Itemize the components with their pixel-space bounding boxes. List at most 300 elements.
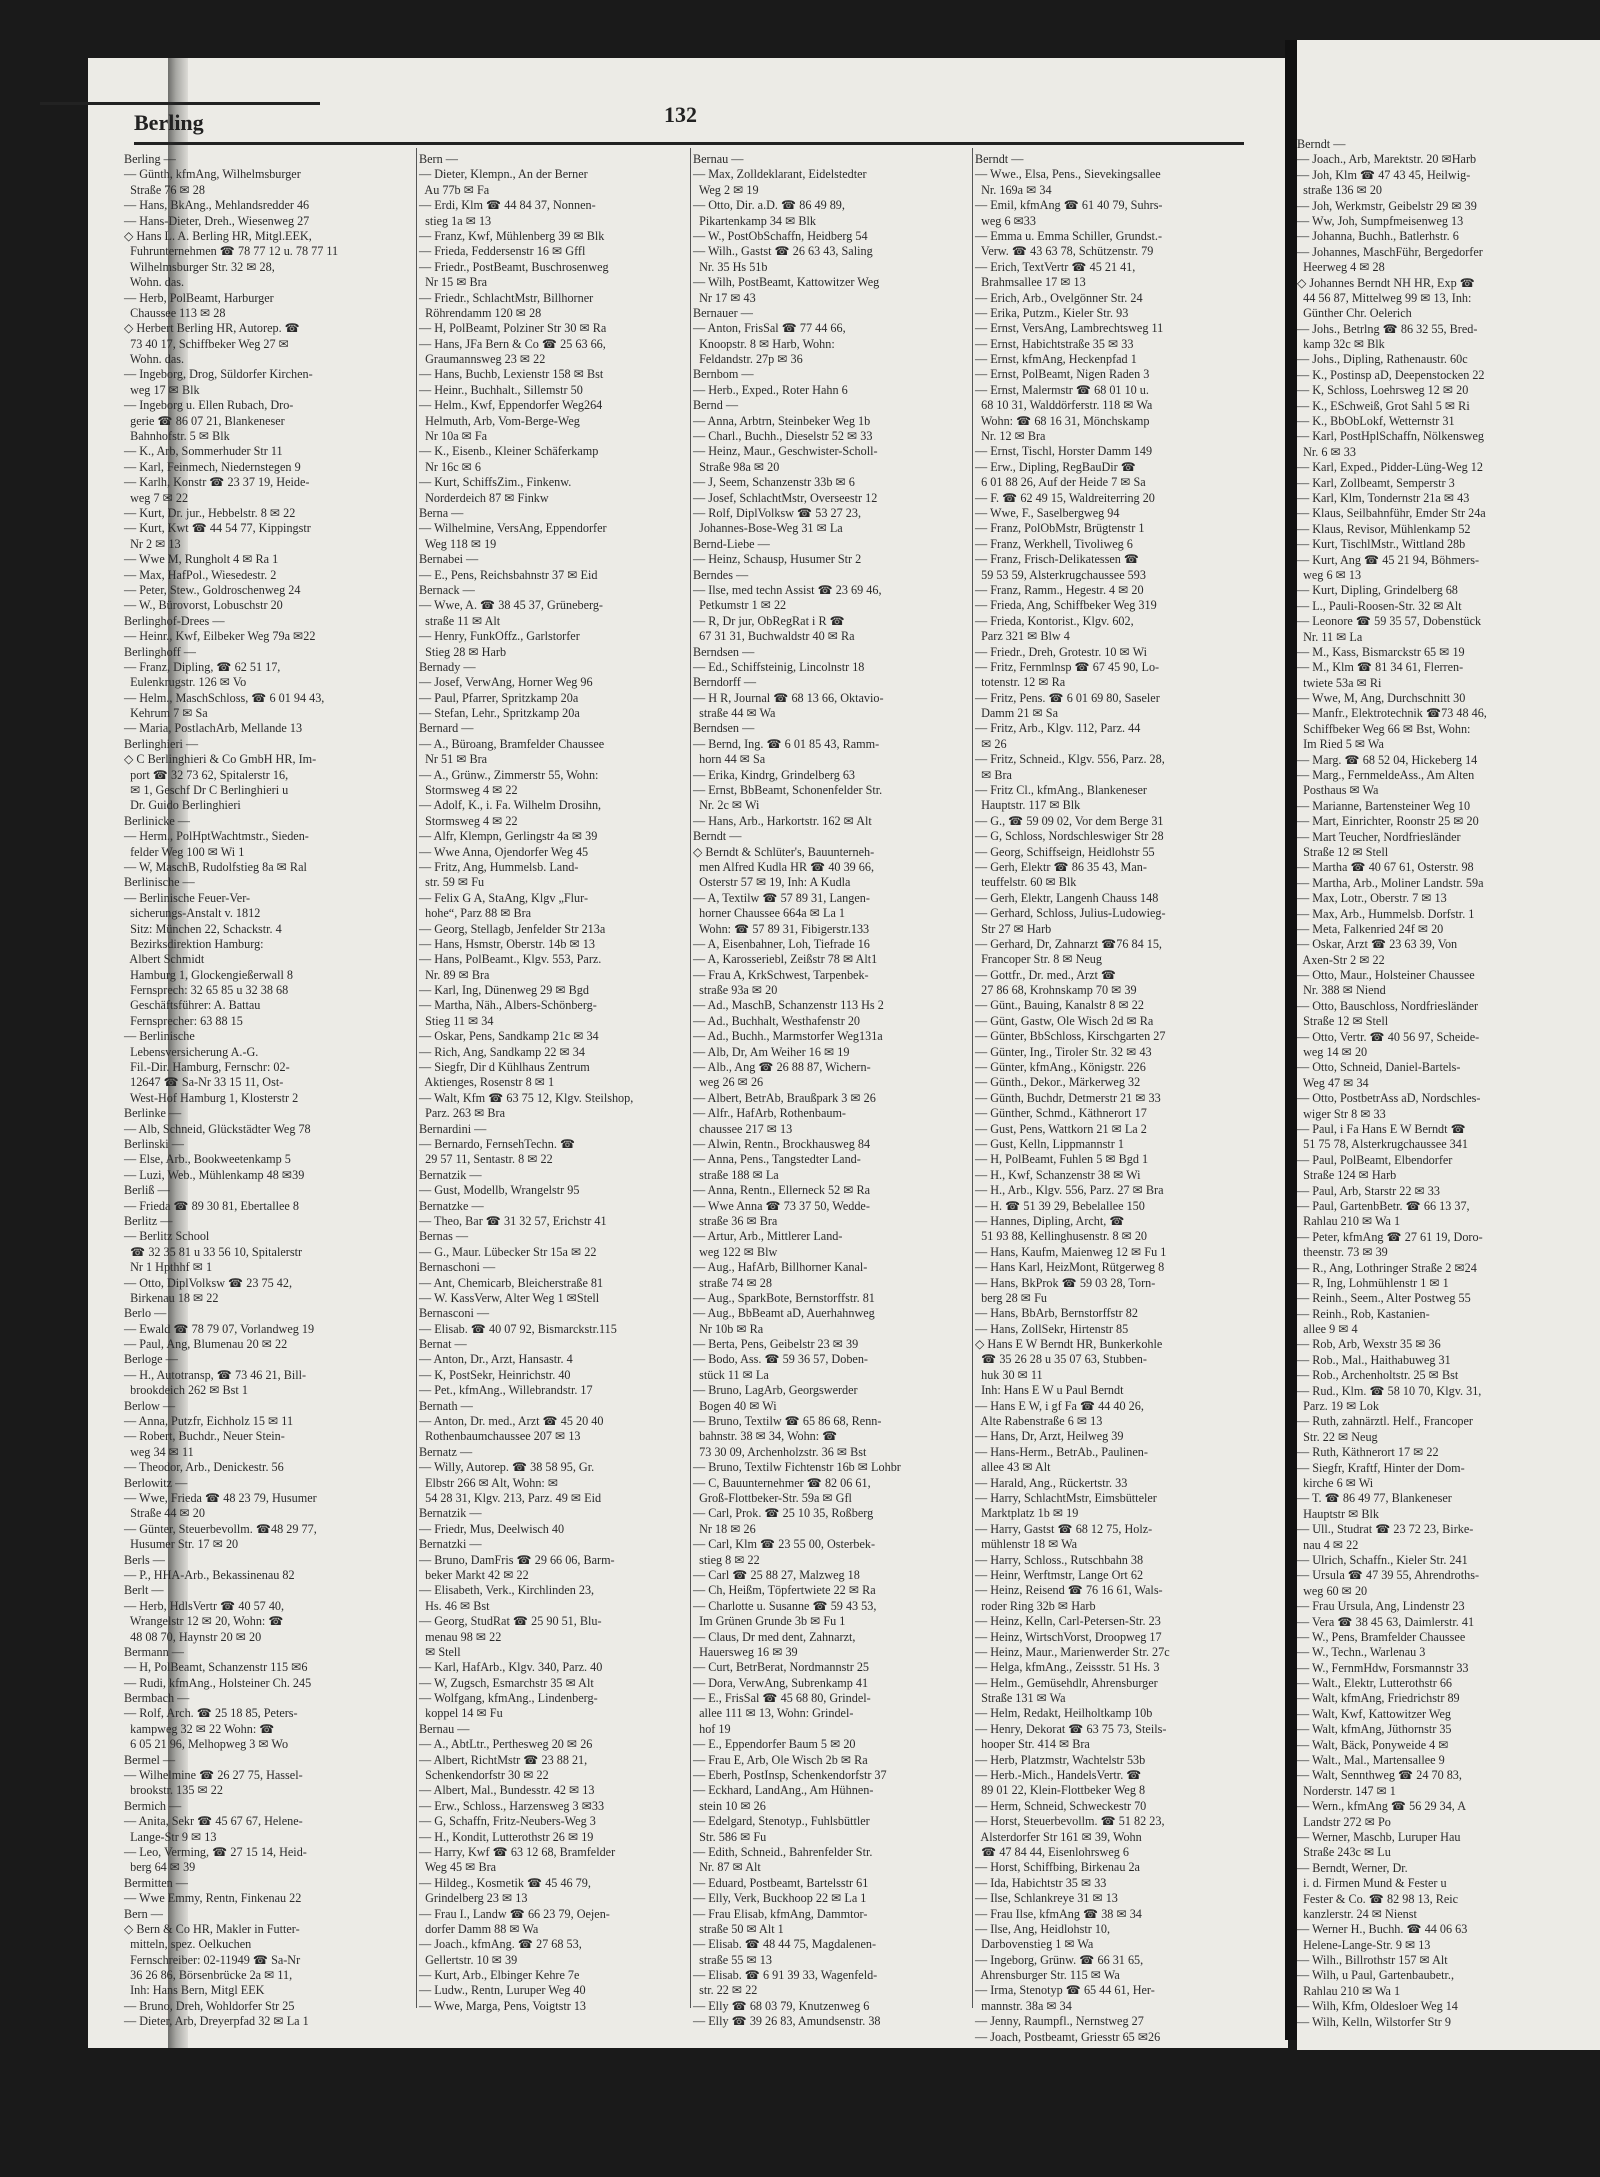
directory-entry-line: — Alb., Ang ☎ 26 88 87, Wichern-	[693, 1060, 871, 1075]
directory-entry-line: — Kurt, Arb., Elbinger Kehre 7e	[419, 1968, 580, 1983]
directory-entry-line: Axen-Str 2 ✉ 22	[1297, 952, 1385, 967]
directory-entry-line: — Hans Karl, HeizMont, Rütgerweg 8	[975, 1260, 1165, 1275]
directory-entry-line: Au 77b ✉ Fa	[419, 182, 490, 197]
directory-entry-line: — Anna, Arbtrn, Steinbeker Weg 1b	[693, 413, 871, 428]
directory-entry-line: — Johs., Dipling, Rathenaustr. 60c	[1297, 352, 1468, 367]
directory-entry-line: Rahlau 210 ✉ Wa 1	[1297, 1214, 1401, 1229]
directory-entry-line: — Herm., PolHptWachtmstr., Sieden-	[124, 829, 309, 844]
directory-entry-line: ✉ Bra	[975, 767, 1012, 782]
directory-entry-line: stieg 8 ✉ 22	[693, 1552, 760, 1567]
directory-entry-line: — Fritz, Ang, Hummelsb. Land-	[419, 859, 579, 874]
directory-entry-line: Norderstr. 147 ✉ 1	[1297, 1783, 1396, 1798]
directory-entry-line: — Werner, Maschb, Luruper Hau	[1297, 1829, 1461, 1844]
directory-entry-line: — Ernst, Tischl, Horster Damm 149	[975, 444, 1153, 459]
directory-entry-line: — Ilse, Schlankreye 31 ✉ 13	[975, 1891, 1118, 1906]
directory-entry-line: weg 14 ✉ 20	[1297, 1045, 1368, 1060]
directory-entry-line: Elbstr 266 ✉ Alt, Wohn: ✉	[419, 1475, 559, 1490]
directory-entry-line: Nr. 6 ✉ 33	[1297, 444, 1356, 459]
directory-entry-line: Heerweg 4 ✉ 28	[1297, 260, 1385, 275]
directory-entry-line: — Albert, BetrAb, Braußpark 3 ✉ 26	[693, 1090, 876, 1105]
directory-entry-line: — Georg, Schiffseign, Heidlohstr 55	[975, 844, 1155, 859]
directory-entry-line: — Max, HafPol., Wiesedestr. 2	[124, 567, 277, 582]
directory-entry-line: Nr. 169a ✉ 34	[975, 182, 1052, 197]
directory-entry-line: — Jenny, Raumpfl., Nernstweg 27	[975, 2014, 1144, 2029]
directory-entry-line: — Paul, i Fa Hans E W Berndt ☎	[1297, 1122, 1466, 1136]
directory-entry-line: — Hans, Arb., Harkortstr. 162 ✉ Alt	[693, 813, 872, 828]
directory-entry-line: gerie ☎ 86 07 21, Blankeneser	[124, 413, 285, 428]
directory-entry-line: — Albert, RichtMstr ☎ 23 88 21,	[419, 1752, 588, 1767]
directory-entry-line: hohe“, Parz 88 ✉ Bra	[419, 906, 532, 921]
directory-entry-line: Nr 18 ✉ 26	[693, 1521, 756, 1536]
directory-entry-line: — Hans-Herm., BetrAb., Paulinen-	[975, 1444, 1148, 1459]
directory-entry-line: — Harry, Schloss., Rutschbahn 38	[975, 1552, 1144, 1567]
directory-entry-line: — Ernst, kfmAng, Heckenpfad 1	[975, 352, 1137, 367]
directory-entry-line: — H R, Journal ☎ 68 13 66, Oktavio-	[693, 690, 884, 705]
directory-entry-line: — Ernst, VersAng, Lambrechtsweg 11	[975, 321, 1164, 336]
directory-entry-line: 6 05 21 96, Melhopweg 3 ✉ Wo	[124, 1737, 289, 1752]
directory-entry-line: — Anton, Dr., Arzt, Hansastr. 4	[419, 1352, 573, 1367]
directory-entry-line: Berndt —	[1297, 137, 1346, 151]
directory-entry-line: — Karl, Klm, Tondernstr 21a ✉ 43	[1297, 490, 1470, 505]
directory-entry-line: weg 6 ✉ 13	[1297, 567, 1362, 582]
column-divider	[690, 148, 691, 2008]
directory-entry-line: — Heinz, Maur., Marienwerder Str. 27c	[975, 1644, 1170, 1659]
directory-entry-line: Berling —	[124, 152, 176, 166]
directory-entry-line: Gellertstr. 10 ✉ 39	[419, 1952, 518, 1967]
directory-entry-line: — Bruno, DamFris ☎ 29 66 06, Barm-	[419, 1552, 615, 1567]
directory-entry-line: — Else, Arb., Bookweetenkamp 5	[124, 1152, 291, 1167]
directory-entry-line: — Leo, Verming, ☎ 27 15 14, Heid-	[124, 1844, 307, 1859]
directory-entry-line: — Meta, Falkenried 24f ✉ 20	[1297, 921, 1444, 936]
directory-entry-line: — Theo, Bar ☎ 31 32 57, Erichstr 41	[419, 1213, 607, 1228]
directory-entry-line: — Martha, Arb., Moliner Landstr. 59a	[1297, 875, 1484, 890]
directory-entry-line: Bernard —	[419, 721, 474, 736]
directory-entry-line: felder Weg 100 ✉ Wi 1	[124, 844, 245, 859]
directory-entry-line: Berna —	[419, 505, 464, 520]
directory-entry-line: Berlo —	[124, 1306, 167, 1321]
directory-entry-line: Bernatzke —	[419, 1198, 484, 1213]
directory-entry-line: — Anna, Pens., Tangstedter Land-	[693, 1152, 861, 1167]
directory-entry-line: — Gust, Pens, Wattkorn 21 ✉ La 2	[975, 1121, 1147, 1136]
directory-entry-line: Bernady —	[419, 659, 476, 674]
directory-entry-line: allee 43 ✉ Alt	[975, 1460, 1051, 1475]
directory-entry-line: — Ilse, Ang, Heidlohstr 10,	[975, 1921, 1111, 1936]
directory-entry-line: brookdeich 262 ✉ Bst 1	[124, 1383, 248, 1398]
directory-entry-line: Berlinke —	[124, 1106, 182, 1121]
directory-entry-line: Bernas —	[419, 1229, 469, 1244]
directory-entry-line: menau 98 ✉ 22	[419, 1629, 502, 1644]
directory-entry-line: Nr 16c ✉ 6	[419, 459, 481, 474]
directory-entry-line: — Heinz, Schausp, Husumer Str 2	[693, 552, 862, 567]
directory-entry-line: — Theodor, Arb., Denickestr. 56	[124, 1460, 284, 1475]
directory-entry-line: ☎ 35 26 28 u 35 07 63, Stubben-	[975, 1352, 1147, 1367]
directory-entry-line: Bernbom —	[693, 367, 754, 382]
directory-entry-line: — A, Textilw ☎ 57 89 31, Langen-	[693, 890, 870, 905]
directory-entry-line: Eulenkrugstr. 126 ✉ Vo	[124, 675, 247, 690]
directory-entry-line: port ☎ 32 73 62, Spitalerstr 16,	[124, 767, 289, 782]
directory-entry-line: Im Ried 5 ✉ Wa	[1297, 737, 1384, 752]
directory-entry-line: — Bruno, Dreh, Wohldorfer Str 25	[124, 1998, 295, 2013]
directory-entry-line: Stormsweg 4 ✉ 22	[419, 813, 518, 828]
directory-entry-line: 68 10 31, Walddörferstr. 118 ✉ Wa	[975, 398, 1153, 413]
directory-entry-line: — Fritz, Schneid., Klgv. 556, Parz. 28,	[975, 752, 1165, 767]
directory-entry-line: Lange-Str 9 ✉ 13	[124, 1829, 217, 1844]
directory-entry-line: stück 11 ✉ La	[693, 1367, 769, 1382]
directory-entry-line: — Gottfr., Dr. med., Arzt ☎	[975, 967, 1117, 982]
directory-entry-line: Pikartenkamp 34 ✉ Blk	[693, 213, 816, 228]
directory-entry-line: Johannes-Bose-Weg 31 ✉ La	[693, 521, 843, 536]
directory-entry-line: — Günter, Steuerbevollm. ☎48 29 77,	[124, 1521, 317, 1536]
directory-entry-line: — Wwe, F., Saselbergweg 94	[975, 505, 1120, 520]
directory-entry-line: Bernasconi —	[419, 1306, 490, 1321]
directory-entry-line: Hauptstr ✉ Blk	[1297, 1506, 1379, 1521]
directory-entry-line: — Johs., Betrlng ☎ 86 32 55, Bred-	[1297, 321, 1478, 336]
directory-entry-line: — Rob, Arb, Wexstr 35 ✉ 36	[1297, 1337, 1441, 1352]
directory-entry-line: — Günth, kfmAng, Wilhelmsburger	[124, 167, 301, 182]
directory-entry-line: Str. 586 ✉ Fu	[693, 1829, 767, 1844]
directory-entry-line: — Hannes, Dipling, Archt, ☎	[975, 1213, 1125, 1228]
directory-entry-line: — Eckhard, LandAng., Am Hühnen-	[693, 1783, 874, 1798]
directory-entry-line: — Carl ☎ 25 88 27, Malzweg 18	[693, 1567, 860, 1582]
directory-entry-line: — E., Eppendorfer Baum 5 ✉ 20	[693, 1737, 856, 1752]
directory-entry-line: straße 36 ✉ Bra	[693, 1213, 778, 1228]
directory-entry-line: — Joh, Werkmstr, Geibelstr 29 ✉ 39	[1297, 198, 1477, 213]
directory-entry-line: — Adolf, K., i. Fa. Wilhelm Drosihn,	[419, 798, 602, 813]
directory-entry-line: Nr 1 Hpthhf ✉ 1	[124, 1260, 213, 1275]
directory-entry-line: Schiffbeker Weg 66 ✉ Bst, Wohn:	[1297, 721, 1471, 736]
directory-entry-line: Bernardini —	[419, 1121, 487, 1136]
directory-entry-line: — Walt, Bäck, Ponyweide 4 ✉	[1297, 1737, 1449, 1752]
directory-entry-line: — Elly ☎ 39 26 83, Amundsenstr. 38	[693, 2014, 881, 2029]
directory-entry-line: Bernack —	[419, 582, 475, 597]
directory-entry-line: Bernabei —	[419, 552, 479, 567]
directory-entry-line: — Frau I., Landw ☎ 66 23 79, Oejen-	[419, 1906, 610, 1921]
directory-entry-line: — Martha, Näh., Albers-Schönberg-	[419, 998, 597, 1013]
directory-entry-line: berg 64 ✉ 39	[124, 1860, 196, 1875]
directory-entry-line: — W, MaschB, Rudolfstieg 8a ✉ Ral	[124, 859, 307, 874]
directory-entry-line: weg 60 ✉ 20	[1297, 1583, 1368, 1598]
directory-entry-line: — Ernst, Habichtstraße 35 ✉ 33	[975, 336, 1134, 351]
directory-entry-line: nau 4 ✉ 22	[1297, 1537, 1359, 1552]
directory-entry-line: — Klaus, Revisor, Mühlenkamp 52	[1297, 521, 1471, 536]
directory-entry-line: — Ingeborg, Drog, Süldorfer Kirchen-	[124, 367, 313, 382]
directory-entry-line: Bernau —	[693, 152, 744, 166]
directory-entry-line: Bern —	[419, 152, 458, 166]
directory-column-3	[693, 152, 975, 2029]
directory-entry-line: — Franz, Ramm., Hegestr. 4 ✉ 20	[975, 582, 1144, 597]
directory-entry-line: stieg 1a ✉ 13	[419, 213, 492, 228]
directory-entry-line: — Otto, Maur., Holsteiner Chaussee	[1297, 968, 1475, 983]
directory-entry-line: — Ilse, med techn Assist ☎ 23 69 46,	[693, 582, 882, 597]
directory-entry-line: — K., Postinsp aD, Deepenstocken 22	[1297, 367, 1485, 382]
directory-entry-line: — Anita, Sekr ☎ 45 67 67, Helene-	[124, 1814, 303, 1829]
directory-entry-line: — Kurt, Dr. jur., Hebbelstr. 8 ✉ 22	[124, 505, 296, 520]
directory-entry-line: — Rob., Archenholtstr. 25 ✉ Bst	[1297, 1368, 1459, 1383]
directory-entry-line: — Kurt, Ang ☎ 45 21 94, Böhmers-	[1297, 552, 1480, 567]
directory-entry-line: Posthaus ✉ Wa	[1297, 783, 1379, 798]
directory-entry-line: — Elisab. ☎ 48 44 75, Magdalenen-	[693, 1937, 877, 1952]
directory-entry-line: — Hans, PolBeamt., Klgv. 553, Parz.	[419, 952, 602, 967]
directory-entry-line: — A., Grünw., Zimmerstr 55, Wohn:	[419, 767, 599, 782]
directory-entry-line: — Frieda, Feddersenstr 16 ✉ Gffl	[419, 244, 586, 259]
directory-entry-line: — Frau A, KrkSchwest, Tarpenbek-	[693, 967, 869, 982]
directory-entry-line: — Alb, Schneid, Glückstädter Weg 78	[124, 1121, 311, 1136]
directory-entry-line: allee 9 ✉ 4	[1297, 1322, 1358, 1337]
directory-entry-line: Berlow —	[124, 1398, 176, 1413]
directory-entry-line: bahnstr. 38 ✉ 34, Wohn: ☎	[693, 1429, 838, 1444]
directory-entry-line: — Fritz, Pens. ☎ 6 01 69 80, Saseler	[975, 690, 1160, 705]
directory-entry-line: — Fritz, Arb., Klgv. 112, Parz. 44	[975, 721, 1141, 736]
directory-entry-line: Berlowitz —	[124, 1475, 188, 1490]
directory-entry-line: Alsterdorfer Str 161 ✉ 39, Wohn	[975, 1829, 1142, 1844]
directory-entry-line: Grindelberg 23 ✉ 13	[419, 1891, 528, 1906]
directory-entry-line: — Hans, Buchb, Lexienstr 158 ✉ Bst	[419, 367, 604, 382]
directory-entry-line: — H., Kwf, Schanzenstr 38 ✉ Wi	[975, 1167, 1141, 1182]
directory-entry-line: — Ernst, PolBeamt, Nigen Raden 3	[975, 367, 1150, 382]
directory-entry-line: Bogen 40 ✉ Wi	[693, 1398, 777, 1413]
directory-entry-line: — T. ☎ 86 49 77, Blankeneser	[1297, 1491, 1452, 1506]
directory-entry-line: Berlitz —	[124, 1213, 173, 1228]
directory-entry-line: — Hans E W, i gf Fa ☎ 44 40 26,	[975, 1398, 1144, 1413]
directory-entry-line: — Marianne, Bartensteiner Weg 10	[1297, 798, 1471, 813]
directory-entry-line: Wohn: ☎ 57 89 31, Fibigerstr.133	[693, 921, 870, 936]
directory-entry-line: — Friedr., Dreh, Grotestr. 10 ✉ Wi	[975, 644, 1147, 659]
directory-entry-line: — Manfr., Elektrotechnik ☎73 48 46,	[1297, 706, 1487, 721]
directory-entry-line: — Kurt, SchiffsZim., Finkenw.	[419, 475, 572, 490]
directory-entry-line: Bernaschoni —	[419, 1260, 496, 1275]
directory-entry-line: straße 93a ✉ 20	[693, 983, 778, 998]
directory-entry-line: Bern —	[124, 1906, 163, 1921]
directory-entry-line: berg 28 ✉ Fu	[975, 1290, 1047, 1305]
directory-entry-line: — Bruno, Textilw ☎ 65 86 68, Renn-	[693, 1414, 882, 1429]
page-header	[134, 102, 1244, 145]
directory-entry-line: — Charl., Buchh., Dieselstr 52 ✉ 33	[693, 429, 873, 444]
directory-entry-line: — A, Eisenbahner, Loh, Tiefrade 16	[693, 936, 870, 951]
directory-entry-line: — Ruth, zahnärztl. Helf., Francoper	[1297, 1414, 1473, 1429]
directory-entry-line: — Elly, Verk, Buckhoop 22 ✉ La 1	[693, 1891, 867, 1906]
directory-entry-line: weg 6 ✉33	[975, 213, 1036, 228]
directory-entry-line: — Hans, BkAng., Mehlandsredder 46	[124, 198, 310, 213]
directory-entry-line: — Emma u. Emma Schiller, Grundst.-	[975, 228, 1163, 243]
directory-entry-line: — P., HHA-Arb., Bekassinenau 82	[124, 1567, 295, 1582]
directory-entry-line: — Otto, Vertr. ☎ 40 56 97, Scheide-	[1297, 1029, 1480, 1044]
directory-entry-line: — Fritz Cl., kfmAng., Blankeneser	[975, 783, 1147, 798]
page-number: 132	[664, 102, 697, 127]
directory-entry-line: Straße 76 ✉ 28	[124, 182, 205, 197]
directory-entry-line: — Hans, Hsmstr, Oberstr. 14b ✉ 13	[419, 936, 595, 951]
directory-entry-line: — Bruno, LagArb, Georgswerder	[693, 1383, 858, 1398]
directory-entry-line: — Herm, Schneid, Schweckestr 70	[975, 1798, 1147, 1813]
directory-entry-line: Bermich —	[124, 1798, 182, 1813]
directory-entry-line: — Ida, Habichtstr 35 ✉ 33	[975, 1875, 1107, 1890]
directory-entry-line: — Frau Ilse, kfmAng ☎ 38 ✉ 34	[975, 1906, 1142, 1921]
directory-entry-line: — Joh, Klm ☎ 47 43 45, Heilwig-	[1297, 167, 1471, 182]
directory-entry-line: — W., PostObSchaffn, Heidberg 54	[693, 228, 868, 243]
directory-entry-line: brookstr. 135 ✉ 22	[124, 1783, 223, 1798]
directory-entry-line: — Frau E, Arb, Ole Wisch 2b ✉ Ra	[693, 1752, 868, 1767]
directory-entry-line: — Ernst, BbBeamt, Schonenfelder Str.	[693, 783, 883, 798]
directory-entry-line: — Rolf, DiplVolksw ☎ 53 27 23,	[693, 505, 861, 520]
directory-entry-line: — Johannes, MaschFühr, Bergedorfer	[1297, 244, 1483, 259]
directory-entry-line: — Carl, Klm ☎ 23 55 00, Osterbek-	[693, 1537, 876, 1552]
directory-entry-line: — Erich, Arb., Ovelgönner Str. 24	[975, 290, 1143, 305]
directory-entry-line: Damm 21 ✉ Sa	[975, 706, 1058, 721]
directory-entry-line: — Hans, BbArb, Bernstorffstr 82	[975, 1306, 1138, 1321]
directory-entry-line: Rothenbaumchaussee 207 ✉ 13	[419, 1429, 581, 1444]
facing-page-header-rule	[40, 70, 320, 105]
directory-entry-line: straße 188 ✉ La	[693, 1167, 779, 1182]
directory-entry-line: — Franz, PolObMstr, Brügtenstr 1	[975, 521, 1145, 536]
directory-entry-line: ◇ Herbert Berling HR, Autorep. ☎	[124, 321, 300, 336]
directory-entry-line: — W. KassVerw, Alter Weg 1 ✉Stell	[419, 1290, 600, 1305]
directory-entry-line: — E., Pens, Reichsbahnstr 37 ✉ Eid	[419, 567, 598, 582]
directory-entry-line: Weg 47 ✉ 34	[1297, 1075, 1369, 1090]
directory-entry-line: Inh: Hans Bern, Mitgl EEK	[124, 1983, 265, 1998]
directory-entry-line: 67 31 31, Buchwaldstr 40 ✉ Ra	[693, 629, 855, 644]
directory-entry-line: — Erika, Putzm., Kieler Str. 93	[975, 305, 1129, 320]
directory-entry-line: — Gerh, Elektr ☎ 86 35 43, Man-	[975, 859, 1147, 874]
directory-entry-line: dorfer Damm 88 ✉ Wa	[419, 1921, 539, 1936]
directory-entry-line: — Bruno, Textilw Fichtenstr 16b ✉ Lohbr	[693, 1460, 901, 1475]
directory-entry-line: — M., Kass, Bismarckstr 65 ✉ 19	[1297, 644, 1465, 659]
directory-entry-line: — Harry, Gastst ☎ 68 12 75, Holz-	[975, 1521, 1153, 1536]
directory-entry-line: — Aug., BbBeamt aD, Auerhahnweg	[693, 1306, 875, 1321]
directory-entry-line: — Mart Teucher, Nordfriesländer	[1297, 829, 1461, 844]
directory-entry-line: — Ingeborg u. Ellen Rubach, Dro-	[124, 398, 294, 413]
facing-page-column	[1297, 137, 1600, 2029]
directory-entry-line: wiger Str 8 ✉ 33	[1297, 1106, 1386, 1121]
directory-entry-line: Weg 118 ✉ 19	[419, 536, 497, 551]
directory-entry-line: — Karl, Zollbeamt, Semperstr 3	[1297, 475, 1455, 490]
directory-entry-line: Parz. 263 ✉ Bra	[419, 1106, 506, 1121]
directory-entry-line: — Hans, BkProk ☎ 59 03 28, Torn-	[975, 1275, 1156, 1290]
directory-entry-line: — Wwe, M, Ang, Durchschnitt 30	[1297, 691, 1466, 706]
directory-entry-line: — Paul, PolBeamt, Elbendorfer	[1297, 1152, 1453, 1167]
directory-entry-line: Berlt —	[124, 1583, 164, 1598]
directory-entry-line: — Joach., Arb, Marektstr. 20 ✉Harb	[1297, 152, 1477, 167]
directory-entry-line: Str. 22 ✉ Neug	[1297, 1429, 1378, 1444]
directory-entry-line: — Eduard, Postbeamt, Bartelsstr 61	[693, 1875, 869, 1890]
directory-entry-line: — Hans, Dr, Arzt, Heilweg 39	[975, 1429, 1124, 1444]
directory-entry-line: Berlinicke —	[124, 813, 190, 828]
directory-entry-line: — Walt, kfmAng, Jüthornstr 35	[1297, 1722, 1452, 1737]
directory-entry-line: Nr 15 ✉ Bra	[419, 275, 488, 290]
directory-entry-line: — Gerhard, Dr, Zahnarzt ☎76 84 15,	[975, 936, 1162, 951]
directory-entry-line: — Günth., Dekor., Märkerweg 32	[975, 1075, 1141, 1090]
directory-entry-line: Verw. ☎ 43 63 78, Schützenstr. 79	[975, 244, 1154, 259]
directory-entry-line: — Karl, Feinmech, Niedernstegen 9	[124, 459, 301, 474]
directory-entry-line: beker Markt 42 ✉ 22	[419, 1567, 529, 1582]
directory-entry-line: ◇ Berndt & Schlüter's, Bauunterneh-	[693, 844, 875, 859]
directory-entry-line: — Wwe M, Rungholt 4 ✉ Ra 1	[124, 552, 279, 567]
directory-entry-line: — Ingeborg, Grünw. ☎ 66 31 65,	[975, 1952, 1144, 1967]
directory-entry-line: Bernatzik —	[419, 1167, 482, 1182]
directory-entry-line: — Wwe Emmy, Rentn, Finkenau 22	[124, 1891, 302, 1906]
directory-entry-line: Bernatzki —	[419, 1537, 482, 1552]
directory-entry-line: — Reinh., Rob, Kastanien-	[1297, 1306, 1430, 1321]
directory-entry-line: Berliß —	[124, 1183, 170, 1198]
directory-entry-line: — Wilh, Kfm, Oldesloer Weg 14	[1297, 1999, 1458, 2014]
directory-entry-line: — Leonore ☎ 59 35 57, Dobenstück	[1297, 614, 1482, 629]
directory-entry-line: — Eberh, PostInsp, Schenkendorfstr 37	[693, 1768, 887, 1783]
directory-entry-line: — Willy, Autorep. ☎ 38 58 95, Gr.	[419, 1460, 595, 1475]
directory-entry-line: Bernauer —	[693, 305, 753, 320]
directory-entry-line: — Max, Arb., Hummelsb. Dorfstr. 1	[1297, 906, 1475, 921]
directory-entry-line: — Heinr., Kwf, Eilbeker Weg 79a ✉22	[124, 629, 316, 644]
directory-entry-line: — W, Zugsch, Esmarchstr 35 ✉ Alt	[419, 1675, 594, 1690]
directory-entry-line: Weg 45 ✉ Bra	[419, 1860, 497, 1875]
directory-entry-line: Schenkendorfstr 30 ✉ 22	[419, 1768, 549, 1783]
directory-entry-line: — Dora, VerwAng, Subrenkamp 41	[693, 1675, 869, 1690]
directory-entry-line: — Peter, Stew., Goldroschenweg 24	[124, 582, 301, 597]
directory-entry-line: — Henry, FunkOffz., Garlstorfer	[419, 629, 580, 644]
book-gutter	[1285, 40, 1297, 2040]
directory-entry-line: str. 59 ✉ Fu	[419, 875, 485, 890]
directory-entry-line: — Kurt, Dipling, Grindelberg 68	[1297, 583, 1458, 598]
directory-entry-line: — Vera ☎ 38 45 63, Daimlerstr. 41	[1297, 1614, 1475, 1629]
directory-entry-line: Straße 98a ✉ 20	[693, 459, 780, 474]
directory-entry-line: — Martha ☎ 40 67 61, Osterstr. 98	[1297, 860, 1474, 875]
directory-entry-line: — Hans, Kaufm, Maienweg 12 ✉ Fu 1	[975, 1244, 1167, 1259]
directory-entry-line: — Ant, Chemicarb, Bleicherstraße 81	[419, 1275, 604, 1290]
directory-entry-line: — Hans, JFa Bern & Co ☎ 25 63 66,	[419, 336, 606, 351]
directory-entry-line: — Claus, Dr med dent, Zahnarzt,	[693, 1629, 856, 1644]
directory-entry-line: — Günth, Buchdr, Detmerstr 21 ✉ 33	[975, 1090, 1161, 1105]
directory-entry-line: — J, Seem, Schanzenstr 33b ✉ 6	[693, 475, 855, 490]
directory-entry-line: Sitz: München 22, Schackstr. 4	[124, 921, 282, 936]
directory-entry-line: — Günter, kfmAng., Königstr. 226	[975, 1060, 1146, 1075]
directory-entry-line: 54 28 31, Klgv. 213, Parz. 49 ✉ Eid	[419, 1490, 602, 1505]
directory-entry-line: — Wilhelmine ☎ 26 27 75, Hassel-	[124, 1768, 303, 1783]
directory-entry-line: — Harald, Ang., Rückertstr. 33	[975, 1475, 1128, 1490]
directory-entry-line: Nr. 12 ✉ Bra	[975, 429, 1046, 444]
directory-entry-line: Parz. 19 ✉ Lok	[1297, 1399, 1379, 1414]
directory-entry-line: — Peter, kfmAng ☎ 27 61 19, Doro-	[1297, 1229, 1483, 1244]
directory-entry-line: Graumannsweg 23 ✉ 22	[419, 352, 546, 367]
directory-entry-line: — Herb, PolBeamt, Harburger	[124, 290, 274, 305]
directory-entry-line: horner Chaussee 664a ✉ La 1	[693, 906, 846, 921]
directory-entry-line: — Franz, Dipling, ☎ 62 51 17,	[124, 659, 281, 674]
directory-entry-line: Bermann —	[124, 1644, 184, 1659]
directory-entry-line: Parz 321 ✉ Blw 4	[975, 629, 1070, 644]
directory-entry-line: Nr. 35 Hs 51b	[693, 259, 768, 274]
directory-entry-line: — Günter, BbSchloss, Kirschgarten 27	[975, 1029, 1166, 1044]
directory-entry-line: — M., Klm ☎ 81 34 61, Flerren-	[1297, 660, 1464, 675]
column-divider	[416, 148, 417, 2008]
directory-entry-line: — H., Arb., Klgv. 556, Parz. 27 ✉ Bra	[975, 1183, 1164, 1198]
directory-entry-line: Bermbach —	[124, 1691, 190, 1706]
directory-entry-line: — Gerh, Elektr, Langenh Chauss 148	[975, 890, 1159, 905]
directory-entry-line: straße 44 ✉ Wa	[693, 706, 776, 721]
directory-entry-line: — Artur, Arb., Mittlerer Land-	[693, 1229, 843, 1244]
directory-entry-line: — Otto, Dir. a.D. ☎ 86 49 89,	[693, 198, 845, 213]
directory-entry-line: — Wilh, u Paul, Gartenbaubetr.,	[1297, 1968, 1455, 1983]
directory-entry-line: — Frieda, Ang, Schiffbeker Weg 319	[975, 598, 1157, 613]
directory-entry-line: Berndt —	[975, 152, 1024, 166]
directory-entry-line: — Rudi, kfmAng., Holsteiner Ch. 245	[124, 1675, 312, 1690]
directory-entry-line: Berlinghof-Drees —	[124, 613, 225, 628]
directory-entry-line: Helmuth, Arb, Vom-Berge-Weg	[419, 413, 580, 428]
directory-entry-line: — Kurt, TischlMstr., Wittland 28b	[1297, 537, 1466, 552]
directory-entry-line: Knoopstr. 8 ✉ Harb, Wohn:	[693, 336, 835, 351]
directory-entry-line: Landstr 272 ✉ Po	[1297, 1814, 1391, 1829]
directory-entry-line: — Anna, Putzfr, Eichholz 15 ✉ 11	[124, 1414, 294, 1429]
directory-entry-line: 51 75 78, Alsterkrugchaussee 341	[1297, 1137, 1468, 1152]
directory-entry-line: 73 30 09, Archenholzstr. 36 ✉ Bst	[693, 1444, 867, 1459]
directory-entry-line: ☎ 32 35 81 u 33 56 10, Spitalerstr	[124, 1244, 303, 1259]
directory-entry-line: ◇ Johannes Berndt NH HR, Exp ☎	[1297, 275, 1475, 290]
directory-entry-line: Ahrensburger Str. 115 ✉ Wa	[975, 1968, 1120, 1983]
